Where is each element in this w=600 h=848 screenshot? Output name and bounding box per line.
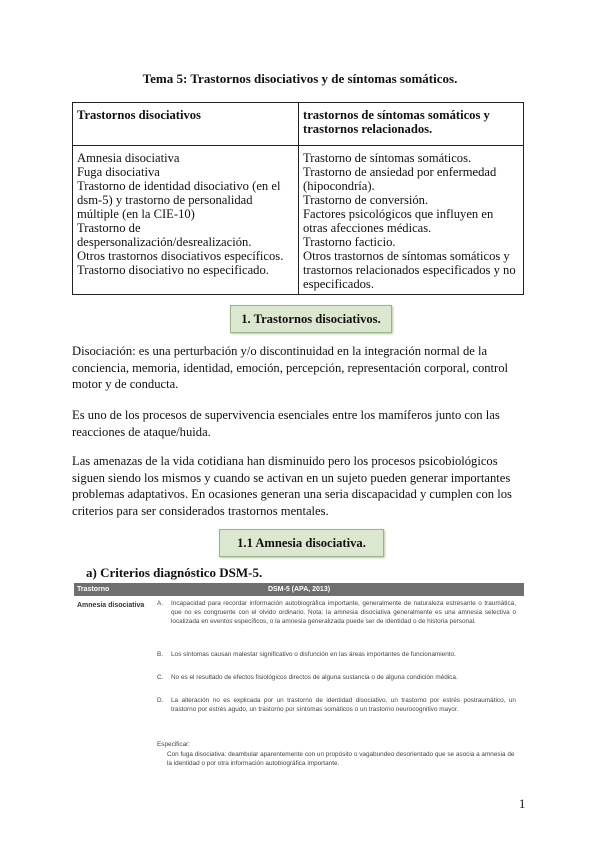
dsm-col-version: DSM-5 (APA, 2013): [267, 586, 331, 593]
list-item: Factores psicológicos que influyen en otras afecciones médicas.: [303, 207, 494, 235]
criterion-text: La alteración no es explicada por un trastorno de identidad disociativo, un trastorno por estrés postraumático, un trastorno por estrés agudo, un trastorno por síntomas somáticos o un trastorno neurocognitivo mayor.: [171, 697, 516, 713]
dsm-table-header: [74, 583, 524, 596]
section-heading-amnesia: 1.1 Amnesia disociativa.: [219, 529, 384, 557]
dsm-col-trastorno: Trastorno: [77, 586, 110, 593]
table-header-somatic: trastornos de síntomas somáticos y trastornos relacionados.: [299, 103, 524, 146]
list-item: Trastorno facticio.: [303, 235, 396, 249]
specify-label: Especificar:: [157, 741, 191, 748]
page-number: 1: [519, 797, 526, 811]
list-item: Trastorno de despersonalización/desrealización.: [77, 221, 252, 249]
list-item: Otros trastornos de síntomas somáticos y trastornos relacionados especificados y no especificados.: [303, 249, 516, 291]
list-item: Trastorno de ansiedad por enfermedad (hipocondría).: [303, 165, 497, 193]
criterion-b: [157, 651, 517, 661]
criterion-d: [157, 697, 517, 725]
criterion-key: C.: [157, 674, 164, 681]
list-item: Trastorno de identidad disociativo (en el dsm-5) y trastorno de personalidad múltiple (en la CIE-10): [77, 179, 281, 221]
criterion-key: B.: [157, 651, 164, 658]
criterion-c: [157, 674, 517, 684]
criterion-text: Incapacidad para recordar información autobiográfica importante, generalmente de naturaleza estresante o traumática, que no es congruente con el olvido ordinario. Nota: la amnesia disociativa generalmente es una amnesia selectiva o localizada en eventos específicos, o la amnesia generalizada puede ser de identidad o de historia personal.: [171, 600, 516, 625]
criterion-key: D.: [157, 697, 164, 704]
list-item: Otros trastornos disociativos específicos.: [77, 249, 284, 263]
dsm-criteria-table: [74, 583, 524, 778]
specify-text: Con fuga disociativa: deambular aparentemente con un propósito o vagabundeo desorientado que se asocia a amnesia de la identidad o por otra información autobiográfica importante.: [167, 751, 515, 767]
paragraph-survival: Es uno de los procesos de supervivencia esenciales entre los mamíferos junto con las reacciones de ataque/huida.: [72, 408, 500, 439]
somatic-list: [299, 146, 524, 295]
list-item: Trastorno de síntomas somáticos.: [303, 151, 472, 165]
disorders-table: [72, 102, 524, 295]
list-item: Amnesia disociativa: [77, 151, 180, 165]
dsm-disorder-name: Amnesia disociativa: [77, 602, 145, 609]
subheading-criteria: a) Criterios diagnóstico DSM-5.: [86, 565, 263, 580]
list-item: Fuga disociativa: [77, 165, 160, 179]
table-header-dissociative: Trastornos disociativos: [73, 103, 299, 146]
section-heading-dissociative: 1. Trastornos disociativos.: [230, 305, 392, 333]
paragraph-definition: Disociación: es una perturbación y/o discontinuidad en la integración normal de la conciencia, memoria, identidad, emoción, percepción, representación corporal, control motor y de conducta.: [72, 344, 509, 391]
criterion-text: No es el resultado de efectos fisiológicos directos de alguna sustancia o de alguna condición médica.: [171, 674, 458, 681]
list-item: Trastorno de conversión.: [303, 193, 429, 207]
criterion-text: Los síntomas causan malestar significativo o disfunción en las áreas importantes de funcionamiento.: [171, 651, 456, 658]
criterion-a: [157, 600, 517, 636]
dissociative-list: [73, 146, 299, 295]
criterion-key: A.: [157, 600, 164, 607]
page-title: Tema 5: Trastornos disociativos y de síntomas somáticos.: [142, 71, 458, 86]
list-item: Trastorno disociativo no especificado.: [77, 263, 269, 277]
paragraph-threats: Las amenazas de la vida cotidiana han disminuido pero los procesos psicobiológicos siguen siendo los mismos y cuando se activan en un sujeto pueden generar importantes problemas adaptativos. En ocasiones generan una seria discapacidad y cumplen con los criterios para ser considerados trastornos mentales.: [72, 454, 512, 518]
